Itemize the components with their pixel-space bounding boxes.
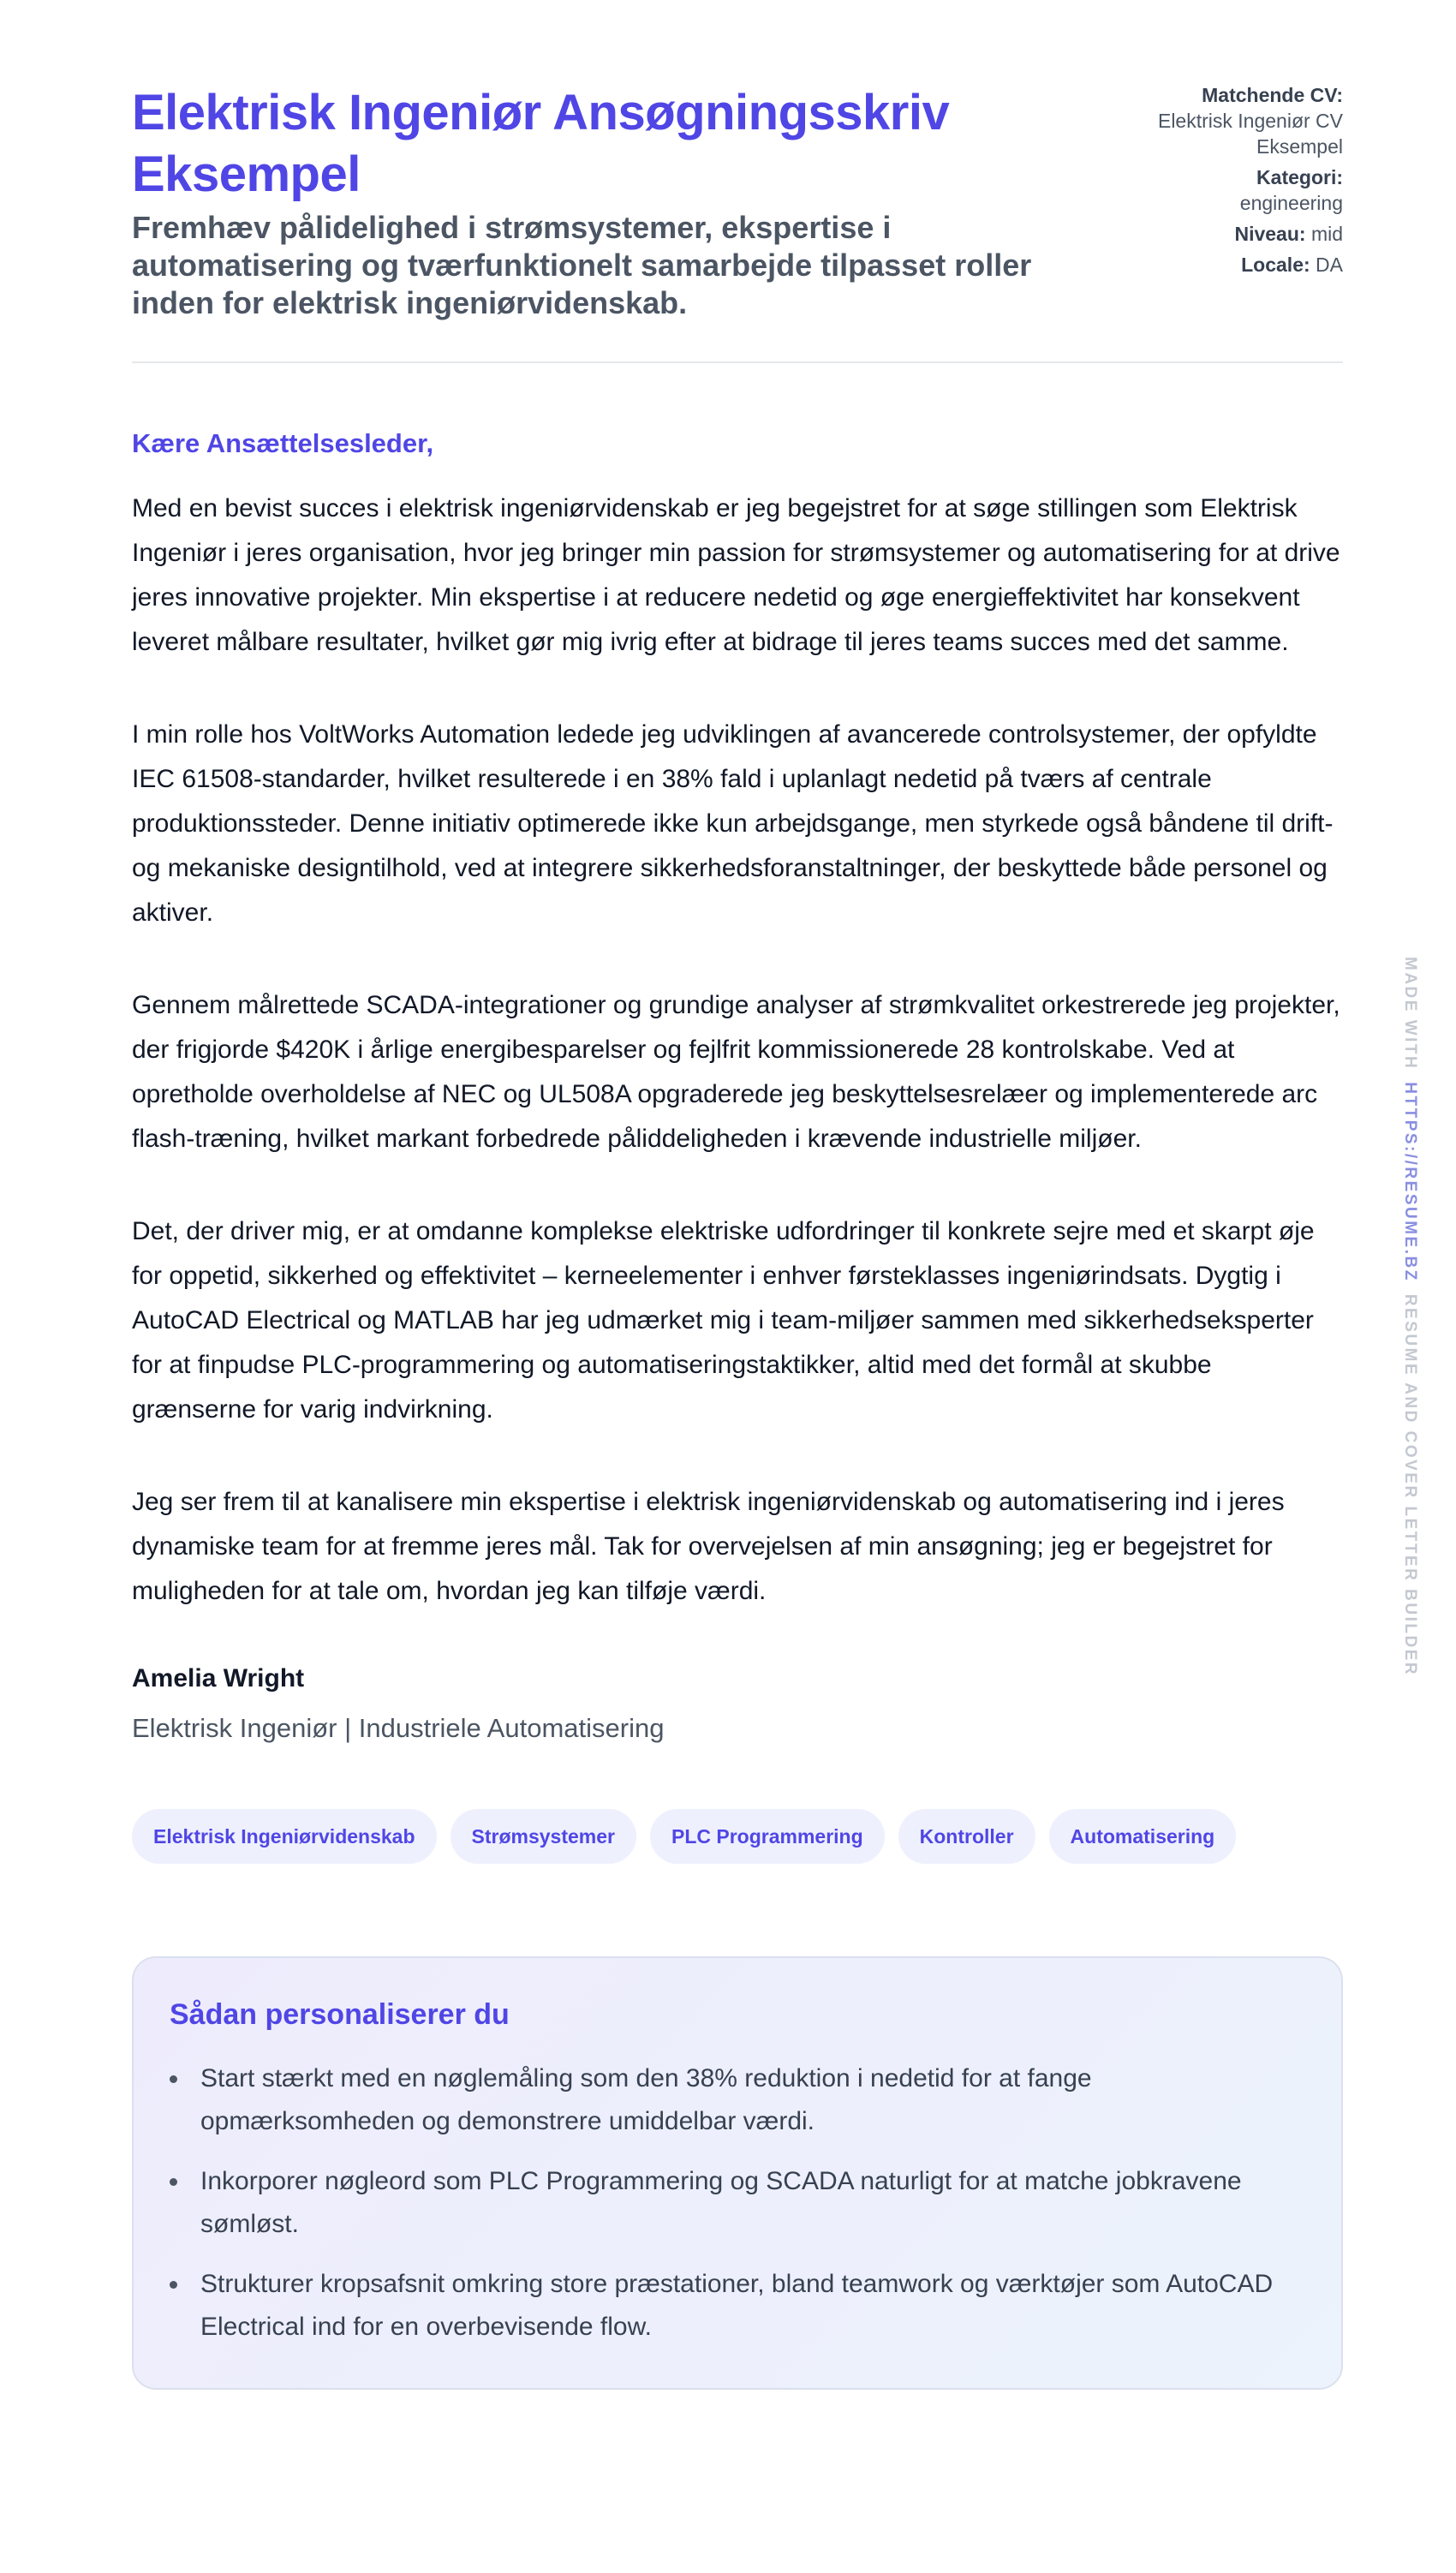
cover-letter-page <box>132 82 1343 2390</box>
meta-locale-label: Locale: <box>1241 254 1310 276</box>
watermark-text <box>1393 957 1427 1676</box>
tip-text: Strukturer kropsafsnit omkring store præstationer, bland teamwork og værktøjer som AutoCAD Electrical ind for en overbevisende flow. <box>200 2270 1274 2341</box>
bullet-icon <box>170 2178 177 2186</box>
meta-category-value: engineering <box>1239 192 1343 214</box>
tag[interactable]: PLC Programmering <box>650 1809 885 1864</box>
letter-paragraph: Jeg ser frem til at kanalisere min ekspertise i elektrisk ingeniørvidenskab og automatisering ind i jeres dynamiske team for at fremme jeres mål. Tak for overvejelsen af min ansøgning; jeg er begejstret for muligheden for at tale om, hvordan jeg kan tilføje værdi. <box>132 1488 1285 1605</box>
watermark-suffix: RESUME AND COVER LETTER BUILDER <box>1401 1293 1419 1677</box>
signature-role: Elektrisk Ingeniør | Industriele Automatisering <box>132 1713 665 1743</box>
title-block <box>132 82 1091 322</box>
side-watermark <box>1399 957 1434 1676</box>
tag[interactable]: Automatisering <box>1049 1809 1237 1864</box>
tip-text: Start stærkt med en nøglemåling som den 38% reduktion i nedetid for at fange opmærksomheden og demonstrere umiddelbar værdi. <box>200 2064 1092 2135</box>
tip-item <box>170 2057 1305 2143</box>
header <box>132 82 1343 322</box>
tag-list <box>132 1809 1343 1864</box>
meta-locale <box>1120 252 1343 278</box>
tip-item <box>170 2160 1305 2246</box>
tag[interactable]: Elektrisk Ingeniørvidenskab <box>132 1809 437 1864</box>
tag[interactable]: Kontroller <box>898 1809 1035 1864</box>
meta-cv-value[interactable]: Elektrisk Ingeniør CV Eksempel <box>1157 110 1343 158</box>
page-title: Elektrisk Ingeniør Ansøgningsskriv Eksempel <box>132 85 950 202</box>
tag[interactable]: Strømsystemer <box>451 1809 636 1864</box>
header-divider <box>132 361 1343 363</box>
tips-title: Sådan personaliserer du <box>170 1998 510 2031</box>
signature-name: Amelia Wright <box>132 1664 305 1692</box>
bullet-icon <box>170 2281 177 2289</box>
meta-panel <box>1120 82 1343 283</box>
letter-body <box>132 487 1343 1614</box>
letter-paragraph: Med en bevist succes i elektrisk ingeniørvidenskab er jeg begejstret for at søge stillingen som Elektrisk Ingeniør i jeres organisation, hvor jeg bringer min passion for strømsystemer og automatisering for at drive jeres innovative projekter. Min ekspertise i at reducere nedetid og øge energieffektivitet har konsekvent leveret målbare resultater, hvilket gør mig ivrig efter at bidrage til jeres teams succes med det samme. <box>132 494 1340 656</box>
personalization-tips <box>132 1956 1343 2390</box>
meta-level <box>1120 221 1343 247</box>
letter-paragraph: Det, der driver mig, er at omdanne komplekse elektriske udfordringer til konkrete sejre med et skarpt øje for oppetid, sikkerhed og effektivitet – kerneelementer i enhver førsteklasses ingeniørindsats. Dygtig i AutoCAD Electrical og MATLAB har jeg udmærket mig i team-miljøer sammen med sikkerhedseksperter for at finpudse PLC-programmering og automatiseringstaktikker, altid med det formål at skubbe grænserne for varig indvirkning. <box>132 1217 1315 1424</box>
letter-greeting: Kære Ansættelsesleder, <box>132 428 434 458</box>
meta-level-value: mid <box>1310 223 1343 245</box>
page-subtitle: Fremhæv pålidelighed i strømsystemer, ekspertise i automatisering og tværfunktionelt samarbejde tilpasset roller inden for elektrisk ingeniørvidenskab. <box>132 210 1032 320</box>
tip-item <box>170 2263 1305 2349</box>
meta-level-label: Niveau: <box>1234 223 1306 245</box>
tip-text: Inkorporer nøgleord som PLC Programmering og SCADA naturligt for at matche jobkravene sømløst. <box>200 2167 1242 2238</box>
meta-category <box>1120 164 1343 216</box>
watermark-link[interactable]: HTTPS://RESUME.BZ <box>1401 1082 1419 1282</box>
meta-cv <box>1120 82 1343 159</box>
letter-paragraph: I min rolle hos VoltWorks Automation ledede jeg udviklingen af avancerede controlsystemer, der opfyldte IEC 61508-standarder, hvilket resulterede i en 38% fald i uplanlagt nedetid på tværs af centrale produktionssteder. Denne initiativ optimerede ikke kun arbejdsgange, men styrkede også båndene til drift- og mekaniske designtilhold, ved at integrere sikkerhedsforanstaltninger, der beskyttede både personel og aktiver. <box>132 720 1334 927</box>
meta-locale-value: DA <box>1316 254 1343 276</box>
letter-paragraph: Gennem målrettede SCADA-integrationer og grundige analyser af strømkvalitet orkestrerede jeg projekter, der frigjorde $420K i årlige energibesparelser og fejlfrit kommissionerede 28 kontrolskabe. Ved at opretholde overholdelse af NEC og UL508A opgraderede jeg beskyttelsesrelæer og implementerede arc flash-træning, hvilket markant forbedrede påliddeligheden i krævende industrielle miljøer. <box>132 991 1340 1153</box>
meta-cv-label: Matchende CV: <box>1202 84 1343 106</box>
meta-category-label: Kategori: <box>1256 166 1343 188</box>
bullet-icon <box>170 2075 177 2083</box>
watermark-prefix: MADE WITH <box>1401 957 1419 1071</box>
